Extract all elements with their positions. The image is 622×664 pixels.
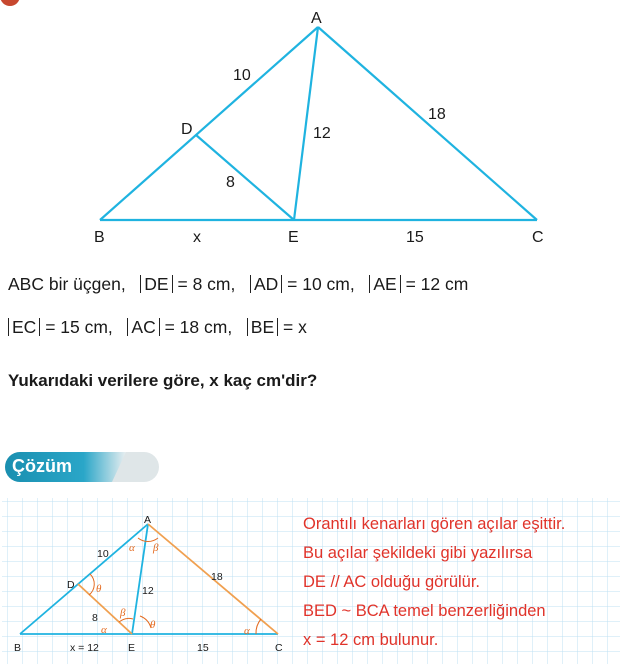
- sol-length-ec: 15: [197, 642, 209, 654]
- vertex-c-label: C: [532, 229, 544, 246]
- sol-length-ad: 10: [97, 548, 109, 560]
- solution-line-4: BED ~ BCA temel benzerliğinden: [303, 602, 546, 620]
- solution-line-5: x = 12 cm bulunur.: [303, 631, 439, 649]
- segment-AE: [294, 27, 318, 220]
- sol-length-ac: 18: [211, 571, 223, 583]
- segment-DE: [196, 135, 294, 220]
- angle-beta-e: β: [120, 607, 126, 619]
- question-text: Yukarıdaki verilere göre, x kaç cm'dir?: [8, 371, 318, 390]
- given-line-2: EC = 15 cm, AC = 18 cm, BE = x: [8, 317, 307, 338]
- abs-ad: AD: [250, 275, 282, 293]
- abs-de: DE: [140, 275, 172, 293]
- angle-beta-a: β: [153, 542, 159, 554]
- length-be-label: x: [193, 229, 201, 246]
- vertex-d-label: D: [181, 121, 193, 138]
- angle-alpha-e: α: [101, 624, 107, 636]
- solution-badge-label: Çözüm: [12, 456, 72, 476]
- abs-ac: AC: [127, 318, 159, 336]
- solution-line-2: Bu açılar şekildeki gibi yazılırsa: [303, 544, 533, 562]
- sol-vertex-b-label: B: [14, 642, 22, 654]
- main-triangle-figure: [0, 0, 622, 250]
- angle-theta-e: θ: [150, 619, 156, 631]
- angle-alpha-c: α: [244, 625, 250, 637]
- sol-length-be: x = 12: [70, 642, 99, 654]
- abs-ae: AE: [369, 275, 400, 293]
- sol-length-de: 8: [92, 612, 98, 624]
- sol-vertex-d-label: D: [67, 579, 75, 591]
- sol-vertex-e-label: E: [128, 642, 136, 654]
- vertex-e-label: E: [288, 229, 299, 246]
- solution-line-3: DE // AC olduğu görülür.: [303, 573, 481, 591]
- vertex-a-label: A: [311, 10, 322, 27]
- sol-vertex-c-label: C: [275, 642, 283, 654]
- sol-length-ae: 12: [142, 585, 154, 597]
- abs-ec: EC: [8, 318, 40, 336]
- length-ac-label: 18: [428, 106, 446, 123]
- length-ae-label: 12: [313, 125, 331, 142]
- sol-vertex-a-label: A: [144, 514, 152, 526]
- solution-text: [303, 510, 565, 655]
- abs-be: BE: [247, 318, 278, 336]
- length-ad-label: 10: [233, 67, 251, 84]
- vertex-b-label: B: [94, 229, 105, 246]
- side-AB: [100, 27, 318, 220]
- given-line-1: ABC bir üçgen, DE = 8 cm, AD = 10 cm, AE = 12 cm: [8, 274, 469, 294]
- length-de-label: 8: [226, 174, 235, 191]
- length-ec-label: 15: [406, 229, 424, 246]
- solution-line-1: Orantılı kenarları gören açılar eşittir.: [303, 515, 566, 533]
- angle-alpha-a: α: [129, 542, 135, 554]
- angle-theta-d: θ: [96, 583, 102, 595]
